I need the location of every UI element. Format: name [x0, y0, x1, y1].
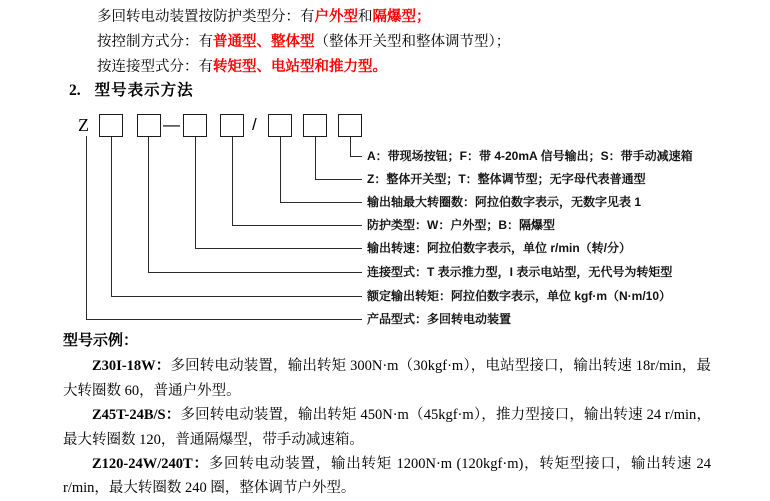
- field-label-product-type: 产品型式：多回转电动装置: [367, 312, 512, 326]
- field-label-protection: 防护类型：W：户外型；B：隔爆型: [367, 218, 555, 232]
- example-description: 多回转电动装置，输出转矩 1200N·m (120kgf·m)，转矩型接口，输出转速 24 r/min，最大转圈数 240 圈，整体调节户外型。: [63, 456, 712, 497]
- model-code-box-6: [303, 114, 327, 137]
- examples-heading: 型号示例：: [63, 332, 139, 349]
- model-code-box-1: [99, 114, 123, 137]
- classification-intro: [97, 5, 510, 80]
- field-label-connection: 连接型式：T 表示推力型，I 表示电站型，无代号为转矩型: [367, 265, 673, 279]
- example-description: 多回转电动装置，输出转矩 450N·m（45kgf·m），推力型接口，输出转速 24 r/min，最大转圈数 120，普通隔爆型，带手动减速箱。: [63, 407, 711, 448]
- field-label-rated-torque: 额定输出转矩：阿拉伯数字表示，单位 kgf·m（N·m/10）: [367, 289, 672, 303]
- model-code-box-2: [137, 114, 161, 137]
- model-prefix-letter: Z: [78, 115, 89, 135]
- connector-line-prefix: [86, 136, 362, 320]
- intro-text: 多回转电动装置按防护类型分：有: [97, 9, 315, 25]
- section-number: 2.: [69, 82, 81, 99]
- intro-line-connection: [97, 55, 510, 80]
- slash-separator: /: [252, 115, 257, 134]
- model-code-box-3: [183, 114, 207, 137]
- highlight-outdoor-type: 户外型: [314, 9, 358, 25]
- example-item: [63, 452, 711, 501]
- model-code-box-5: [268, 114, 292, 137]
- example-item: [63, 403, 711, 452]
- intro-text: （整体开关型和整体调节型）；: [314, 34, 511, 50]
- intro-line-control: [97, 30, 510, 55]
- highlight-torque-station-thrust-type: 转矩型、电站型和推力型。: [213, 59, 387, 75]
- example-model-number: Z120-24W/240T：: [92, 456, 209, 473]
- field-label-max-turns: 输出轴最大转圈数：阿拉伯数字表示，无数字见表 1: [367, 195, 642, 209]
- intro-text: 按连接型式分：有: [97, 59, 213, 75]
- field-label-output-speed: 输出转速：阿拉伯数字表示，单位 r/min（转/分）: [367, 241, 632, 255]
- example-model-number: Z30I-18W：: [92, 358, 171, 375]
- example-description: 多回转电动装置，输出转矩 300N·m（30kgf·m），电站型接口，输出转速 18r/min，最大转圈数 60，普通户外型。: [63, 358, 711, 399]
- field-label-options: A：带现场按钮；F：带 4-20mA 信号输出；S：带手动减速箱: [367, 149, 693, 163]
- model-code-box-7: [338, 114, 362, 137]
- intro-text: 按控制方式分：有: [97, 34, 213, 50]
- model-examples-section: [63, 329, 711, 501]
- intro-line-protection: [97, 5, 510, 30]
- highlight-ordinary-integral-type: 普通型、整体型: [213, 34, 315, 50]
- dash-separator: —: [163, 115, 180, 134]
- section-title: 型号表示方法: [94, 82, 194, 99]
- highlight-explosionproof-type: 隔爆型；: [372, 9, 431, 25]
- intro-text: 和: [358, 9, 373, 25]
- model-code-box-4: [220, 114, 244, 137]
- field-label-control-type: Z：整体开关型；T：整体调节型；无字母代表普通型: [367, 172, 646, 186]
- example-item: [63, 354, 711, 403]
- section-heading: [69, 78, 194, 100]
- example-model-number: Z45T-24B/S：: [92, 407, 181, 424]
